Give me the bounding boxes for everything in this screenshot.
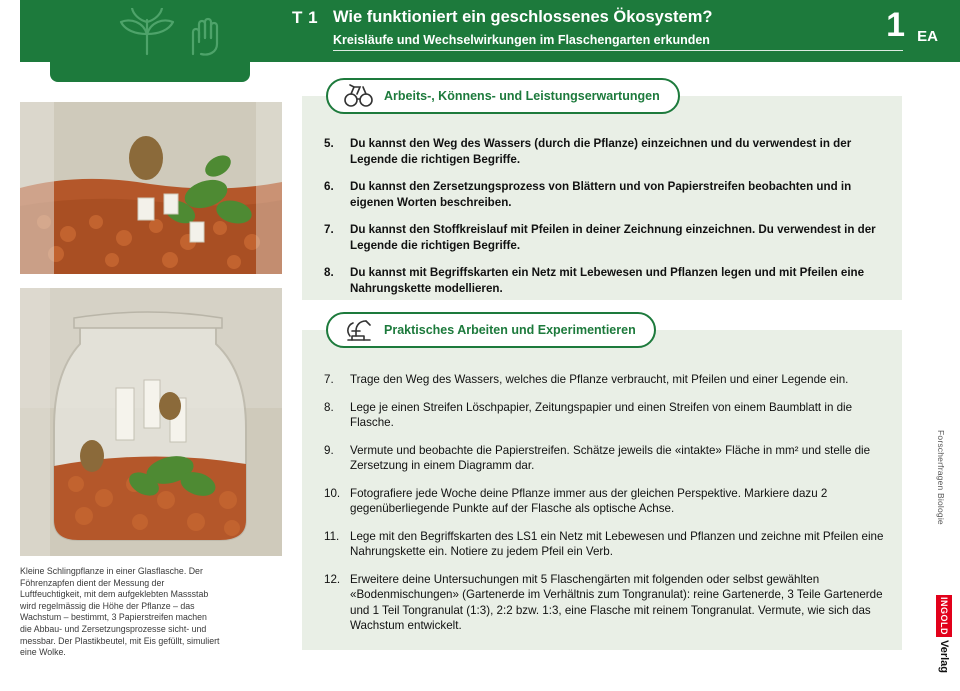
item-number: 12.	[324, 572, 341, 586]
expectations-panel	[302, 89, 902, 300]
item-text: Du kannst mit Begriffskarten ein Netz mit Lebewesen und Pflanzen legen und mit Pfeilen eine Nahrungskette modellieren.	[350, 266, 865, 295]
practical-work-panel-header	[326, 312, 656, 348]
item-text: Du kannst den Zersetzungsprozess von Blättern und von Papierstreifen beobachten und in eigenen Worten beschreiben.	[350, 180, 852, 209]
page-number-suffix: EA	[917, 28, 938, 45]
item-text: Trage den Weg des Wassers, welches die Pflanze verbraucht, mit Pfeilen und einer Legende ein.	[350, 373, 849, 386]
header-tab-shape	[50, 56, 250, 82]
page-subtitle: Kreisläufe und Wechselwirkungen im Flaschengarten erkunden	[333, 33, 710, 47]
item-number: 6.	[324, 180, 334, 193]
left-column	[20, 102, 282, 659]
page-header	[20, 0, 960, 62]
item-number: 11.	[324, 529, 340, 543]
page-number: 1	[886, 6, 905, 44]
list-item	[324, 443, 886, 474]
photo-caption: Kleine Schlingpflanze in einer Glasflasche. Der Föhrenzapfen dient der Messung der Luftfeuchtigkeit, mit dem aufgeklebten Massstab wird regelmässig die Höhe der Pflanze – das Wachstum – bestimmt, 3 Papierstreifen machen die Abbau- und Zersetzungsprozesse sicht- und messbar. Der Plastikbeutel, mit Eis gefüllt, simuliert eine Wolke.	[20, 566, 220, 658]
photo1-illustration	[20, 102, 282, 274]
list-item	[324, 572, 886, 634]
expectations-list	[324, 136, 886, 308]
publisher-word: Verlag	[938, 639, 950, 673]
item-text: Erweitere deine Untersuchungen mit 5 Flaschengärten mit folgenden oder selbst gewählten «Bodenmischungen» (Gartenerde im Verhältnis zum Tongranulat): reine Gartenerde, 3 Teile Gartenerde und 1 Teil Tongranulat (1:3), 2:2 bzw. 1:3, eine Flasche mit reinem Tongranulat. Vermute, wie sich das Wachstum entwickelt.	[350, 572, 883, 632]
publisher-logo	[936, 595, 952, 673]
photo-bottle-garden-top	[20, 102, 282, 274]
list-item	[324, 372, 886, 388]
item-text: Lege je einen Streifen Löschpapier, Zeitungspapier und einen Streifen von einem Baumblatt in die Flasche.	[350, 400, 853, 429]
publisher-mark: INGOLD	[936, 595, 952, 637]
item-number: 10.	[324, 486, 341, 500]
list-item	[324, 136, 886, 167]
item-number: 8.	[324, 266, 334, 279]
header-divider	[333, 50, 903, 51]
plant-hand-icon	[105, 8, 235, 56]
item-number: 8.	[324, 400, 334, 414]
item-text: Du kannst den Weg des Wassers (durch die Pflanze) einzeichnen und du verwendest in der Legende die richtigen Begriffe.	[350, 137, 852, 166]
photo-bottle-garden-full	[20, 288, 282, 556]
item-text: Lege mit den Begriffskarten des LS1 ein Netz mit Lebewesen und Pflanzen und zeichne mit Pfeilen eine Nahrungskette ein. Notiere zu jedem Pfeil ein Verb.	[350, 529, 884, 558]
item-text: Du kannst den Stoffkreislauf mit Pfeilen in deiner Zeichnung einzeichnen. Du verwendest in der Legende die richtigen Begriffe.	[350, 223, 876, 252]
microscope-icon	[342, 317, 376, 343]
page-title: Wie funktioniert ein geschlossenes Ökosystem?	[333, 8, 713, 26]
expectations-panel-header	[326, 78, 680, 114]
item-number: 7.	[324, 373, 334, 386]
item-number: 7.	[324, 223, 334, 236]
list-item	[324, 529, 886, 560]
item-number: 9.	[324, 443, 334, 457]
item-number: 5.	[324, 137, 334, 150]
series-label: Forscherfragen Biologie	[936, 430, 946, 525]
list-item	[324, 222, 886, 253]
list-item	[324, 486, 886, 517]
list-item	[324, 179, 886, 210]
practical-work-list	[324, 372, 886, 646]
item-text: Vermute und beobachte die Papierstreifen. Schätze jeweils die «intakte» Fläche in mm² und stelle die Zersetzung in einem Diagramm dar.	[350, 443, 871, 472]
practical-work-panel-title: Praktisches Arbeiten und Experimentieren	[384, 323, 636, 337]
expectations-panel-title: Arbeits-, Könnens- und Leistungserwartungen	[384, 89, 660, 103]
practical-work-panel	[302, 323, 902, 650]
list-item	[324, 265, 886, 296]
photo2-illustration	[20, 288, 282, 556]
item-text: Fotografiere jede Woche deine Pflanze immer aus der gleichen Perspektive. Markiere dazu 2 gegenüberliegende Punkte auf der Flasche als optische Achse.	[350, 486, 828, 515]
binoculars-icon	[342, 83, 376, 109]
task-number: T 1	[292, 8, 319, 27]
list-item	[324, 400, 886, 431]
